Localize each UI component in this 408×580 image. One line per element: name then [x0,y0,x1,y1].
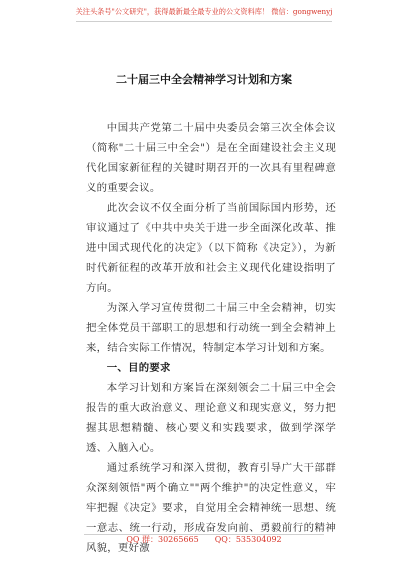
paragraph-purpose: 为深入学习宣传贯彻二十届三中全会精神，切实把全体党员干部职工的思想和行动统一到全会精神上来，结合实际工作情况，特制定本学习计划和方案。 [86,302,336,354]
paragraph-intro: 中国共产党第二十届中央委员会第三次全体会议（简称"二十届三中全会"）是在全面建设社会主义现代化国家新征程的关键时期召开的一次具有里程碑意义的重要会议。 [86,122,336,194]
section-heading-goals: 一、目的要求 [106,362,171,374]
paragraph-goals-1: 本学习计划和方案旨在深刻领会二十届三中全会报告的重大政治意义、理论意义和现实意义，努力把握其思想精髓、核心要义和实践要求，做到学深学透、入脑入心。 [86,382,336,454]
header-promo-note: 关注头条号"公文研究"，获得最新最全最专业的公文资料库！ 微信：gongwenyj [75,7,333,16]
document-body [86,118,336,558]
footer-contact-note: QQ 群：30265665 QQ：535304092 [126,535,282,544]
document-title: 二十届三中全会精神学习计划和方案 [116,73,292,86]
paragraph-goals-2: 通过系统学习和深入贯彻，教育引导广大干部群众深刻领悟"两个确立""两个维护"的决定性意义，牢牢把握《决定》要求，自觉用全会精神统一思想、统一意志、统一行动，形成奋发向前、勇毅前行的精神风貌，更好激 [86,462,336,554]
paragraph-meeting-analysis: 此次会议不仅全面分析了当前国际国内形势，还审议通过了《中共中央关于进一步全面深化改革、推进中国式现代化的决定》（以下简称《决定》），为新时代新征程的改革开放和社会主义现代化建设指明了方向。 [86,202,336,294]
header-divider [76,21,332,22]
